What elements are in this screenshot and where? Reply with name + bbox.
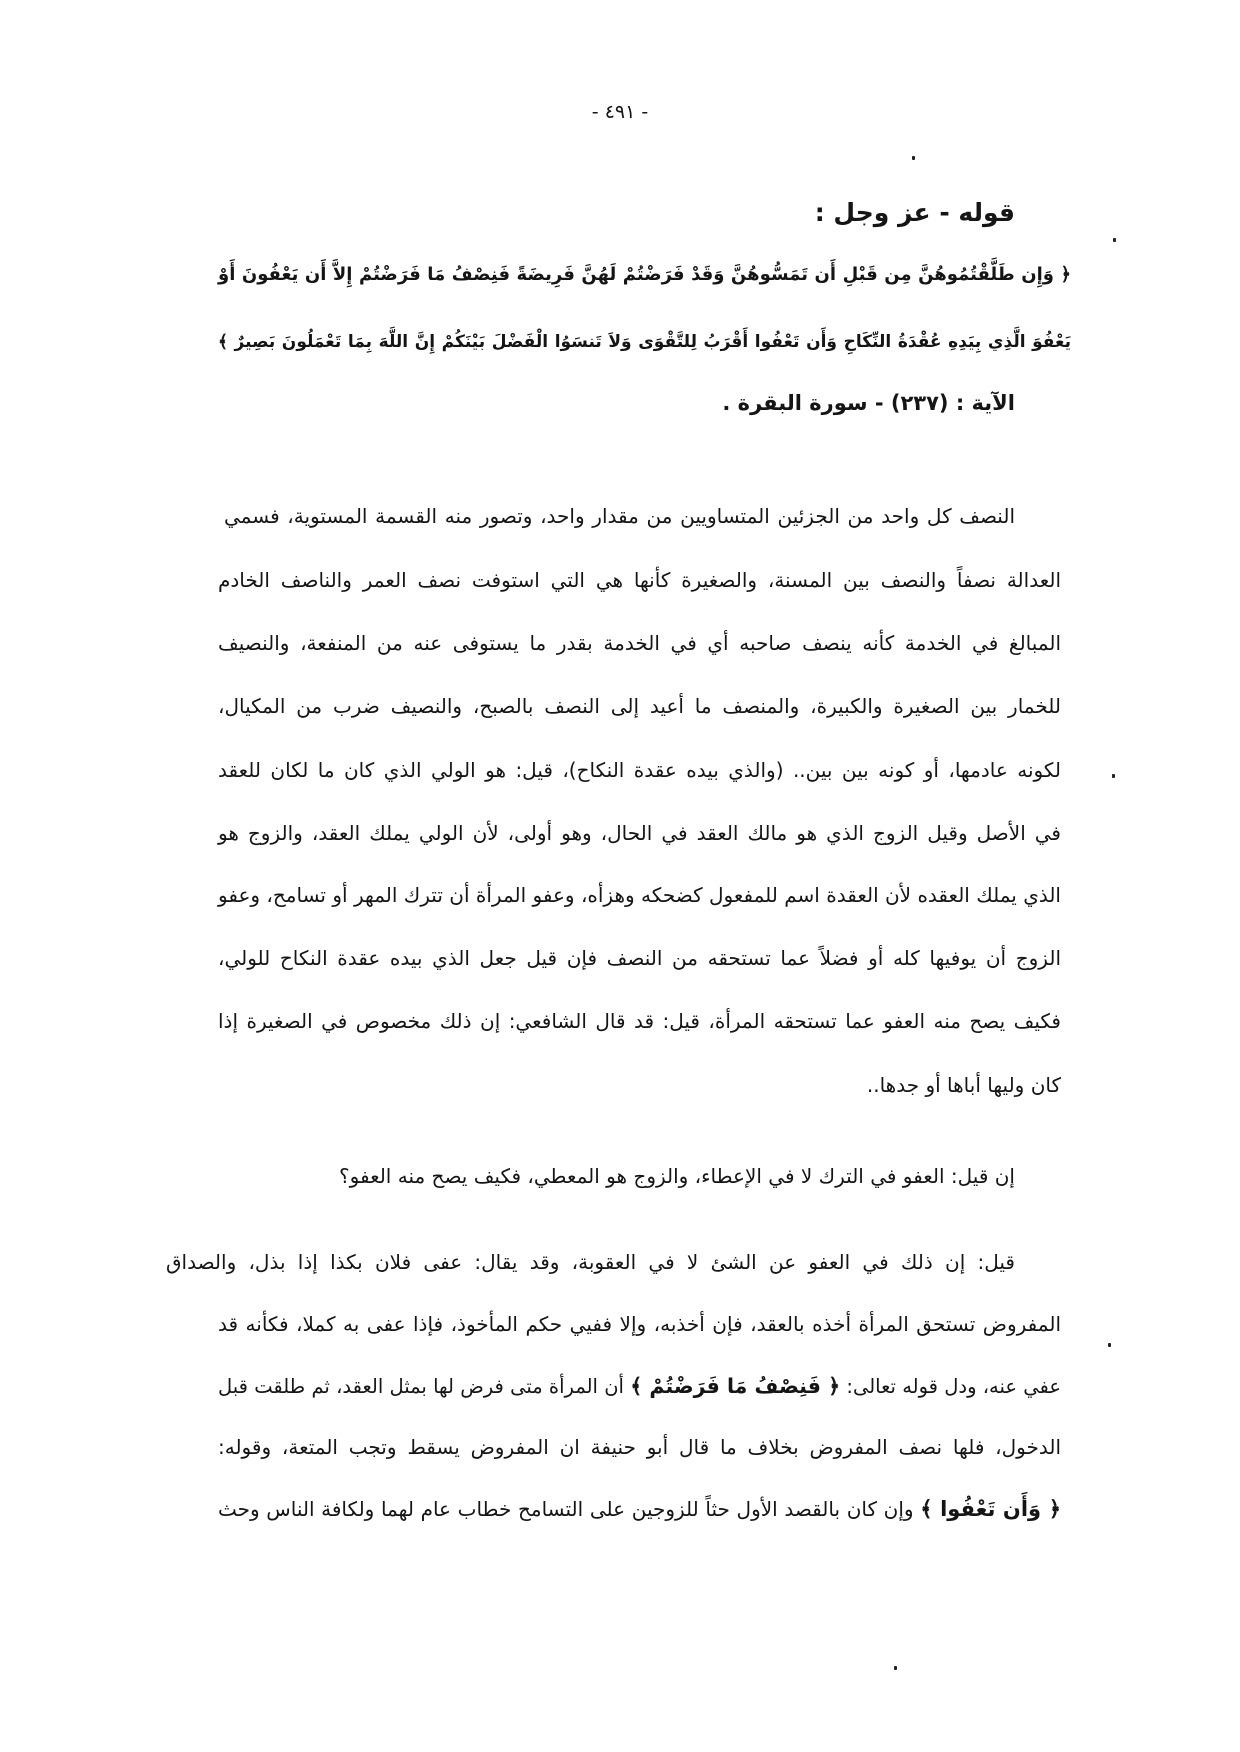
- inline-verse-quote: ﴿ وَأَن تَعْفُوا ﴾: [920, 1497, 1062, 1521]
- scan-speck: [894, 1666, 897, 1670]
- page-number: - ٤٩١ -: [591, 101, 649, 123]
- ayah-reference: الآية : (٢٣٧) - سورة البقرة .: [722, 391, 1015, 415]
- section-heading: قوله - عز وجل :: [814, 198, 1015, 227]
- paragraph-line: الذي يملك العقده لأن العقدة اسم للمفعول كضحكه وهزأه، وعفو المرأة أن تترك المهر أو تسامح، وعفو: [218, 883, 1061, 907]
- paragraph-line: المفروض تستحق المرأة أخذه بالعقد، فإن أخذبه، وإلا ففيي حكم المأخوذ، فإذا عفى به كملا، فكأنه قد: [218, 1312, 1061, 1336]
- paragraph-line: إن قيل: العفو في الترك لا في الإعطاء، والزوج هو المعطي، فكيف يصح منه العفو؟: [339, 1164, 1015, 1188]
- paragraph-line: فكيف يصح منه العفو عما تستحقه المرأة، قيل: قد قال الشافعي: إن ذلك مخصوص في الصغيرة إذا: [218, 1009, 1061, 1033]
- paragraph-line: المبالغ في الخدمة كأنه ينصف صاحبه أي في الخدمة بقدر ما يستوفى عنه من المنفعة، والنصيف: [218, 631, 1061, 655]
- paragraph-line: لكونه عادمها، أو كونه بين بين.. (والذي بيده عقدة النكاح)، قيل: هو الولي الذي كان ما لكان للعقد: [218, 758, 1061, 782]
- scan-speck: [1112, 774, 1115, 778]
- paragraph-line: كان وليها أباها أو جدها..: [866, 1073, 1061, 1097]
- scan-speck: [1108, 1343, 1111, 1347]
- verse-line-1: ﴿ وَإِن طَلَّقْتُمُوهُنَّ مِن قَبْلِ أَن تَمَسُّوهُنَّ وَقَدْ فَرَضْتُمْ لَهُنَّ فَرِيضَةً فَنِصْفُ مَا فَرَضْتُمْ إِلاَّ أَن يَعْفُونَ أَوْ: [218, 264, 1071, 285]
- paragraph-line: الدخول، فلها نصف المفروض بخلاف ما قال أبو حنيفة ان المفروض يسقط وتجب المتعة، وقوله:: [218, 1435, 1061, 1459]
- paragraph-line: للخمار بين الصغيرة والكبيرة، والمنصف ما أعيد إلى النصف بالصبح، والنصيف ضرب من المكيال،: [218, 694, 1061, 718]
- scan-speck: [1113, 238, 1116, 242]
- line-text: وإن كان بالقصد الأول حثاً للزوجين على التسامح خطاب عام لهما ولكافة الناس وحث: [218, 1497, 914, 1521]
- line-text: أن المرأة متى فرض لها بمثل العقد، ثم طلقت قبل: [218, 1375, 624, 1398]
- scan-speck: [912, 156, 915, 160]
- inline-verse-quote: ﴿ فَنِصْفُ مَا فَرَضْتُمْ ﴾: [630, 1374, 841, 1398]
- paragraph-line: في الأصل وقيل الزوج الذي هو مالك العقد في الحال، وهو أولى، لأن الولي يملك العقد، والزوج هو: [218, 821, 1061, 845]
- paragraph-line: النصف كل واحد من الجزئين المتساويين من مقدار واحد، وتصور منه القسمة المستوية، فسمي: [224, 504, 1015, 528]
- paragraph-line: قيل: إن ذلك في العفو عن الشئ لا في العقوبة، وقد يقال: عفى فلان بكذا إذا بذل، والصداق: [166, 1250, 1015, 1274]
- line-text: عفي عنه، ودل قوله تعالى:: [846, 1375, 1062, 1398]
- paragraph-line: [218, 1366, 1061, 1406]
- paragraph-line: [218, 1489, 1061, 1529]
- verse-line-2: يَعْفُوَ الَّذِي بِيَدِهِ عُقْدَةُ النِّكَاحِ وَأَن تَعْفُوا أَقْرَبُ لِلتَّقْوَى وَلاَ تَنسَوُا الْفَضْلَ بَيْنَكُمْ إِنَّ اللَّهَ بِمَا تَعْمَلُونَ بَصِيرٌ ﴾: [218, 332, 1071, 352]
- paragraph-line: الزوج أن يوفيها كله أو فضلاً عما تستحقه من النصف فإن قيل جعل الذي بيده عقدة النكاح للولي،: [218, 946, 1061, 970]
- paragraph-line: العدالة نصفاً والنصف بين المسنة، والصغيرة كأنها هي التي استوفت نصف العمر والناصف الخادم: [218, 568, 1061, 592]
